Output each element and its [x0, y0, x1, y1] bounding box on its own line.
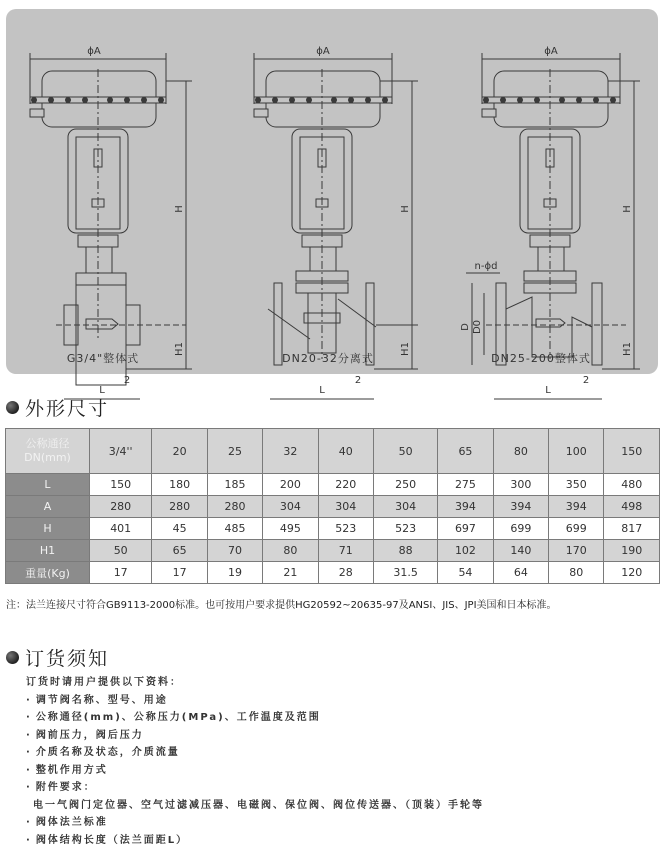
list-item: · 阀体法兰标准: [26, 817, 108, 828]
bullet-icon: ·: [26, 782, 32, 793]
diagram-panel: [6, 9, 658, 396]
valve-drawings: [6, 9, 658, 396]
header-cell: 40: [318, 429, 373, 474]
ordering-list: [26, 674, 484, 849]
table-row: H1 50 65 70 80 71 88 102 140 170 190: [6, 540, 660, 562]
row-label: L: [6, 474, 90, 496]
caption-g34-integral: G3/4"整体式: [66, 352, 140, 365]
header-cell: 50: [374, 429, 438, 474]
list-item: · 附件要求：: [26, 782, 96, 793]
row-label: H: [6, 518, 90, 540]
ordering-title: 订货须知: [25, 648, 110, 670]
list-item: · 介质名称及状态，介质流量: [26, 747, 180, 758]
header-cell: 150: [604, 429, 660, 474]
header-label-cell: 公称通径 DN(mm): [6, 429, 90, 474]
list-item: · 阀前压力，阀后压力: [26, 729, 144, 741]
dimensions-heading: [6, 394, 109, 421]
svg-text:ϕA: ϕA: [316, 46, 330, 57]
standards-note: 注：法兰连接尺寸符合GB9113-2000标准。也可按用户要求提供HG20592~20635-97及ANSI、JIS、JPI美国和日本标准。: [6, 600, 557, 611]
dimensions-title: 外形尺寸: [25, 398, 110, 420]
svg-text:D0: D0: [472, 319, 483, 335]
list-item: · 阀体结构长度（法兰面距L）: [26, 834, 189, 846]
svg-text:L: L: [99, 385, 105, 396]
svg-text:H: H: [622, 205, 633, 213]
bullet-icon: ·: [26, 694, 32, 706]
header-cell: 65: [438, 429, 493, 474]
list-item: · 整机作用方式: [26, 764, 108, 776]
header-cell: 80: [493, 429, 548, 474]
row-label: A: [6, 496, 90, 518]
dimensions-table: [5, 428, 660, 584]
bullet-icon: ·: [26, 764, 32, 776]
svg-text:H: H: [174, 205, 185, 213]
bullet-icon: ·: [26, 729, 32, 741]
bullet-icon: ·: [26, 712, 32, 723]
bullet-dot-icon: [6, 401, 19, 414]
bullet-dot-icon: [6, 651, 19, 664]
svg-text:L: L: [545, 385, 551, 396]
svg-text:2: 2: [582, 375, 590, 386]
row-label: 重量(Kg): [6, 562, 90, 584]
ordering-heading: [6, 644, 109, 671]
drawing-g34-integral: [30, 46, 192, 399]
list-item: · 公称通径(mm)、公称压力(MPa)、工作温度及范围: [26, 712, 321, 723]
drawing-dn25-200-integral: [460, 46, 640, 399]
caption-dn20-32-split: DN20-32分离式: [282, 352, 374, 365]
svg-text:H: H: [400, 205, 411, 213]
header-cell: 32: [263, 429, 318, 474]
table-row: 重量(Kg) 17 17 19 21 28 31.5 54 64 80 120: [6, 562, 660, 584]
table-row: A 280 280 280 304 304 304 394 394 394 498: [6, 496, 660, 518]
svg-text:2: 2: [123, 375, 131, 386]
table-row: L 150 180 185 200 220 250 275 300 350 480: [6, 474, 660, 496]
table-row: H 401 45 485 495 523 523 697 699 699 817: [6, 518, 660, 540]
ordering-intro: 订货时请用户提供以下资料：: [26, 677, 182, 688]
svg-text:H1: H1: [174, 342, 185, 356]
svg-text:n-ϕd: n-ϕd: [474, 261, 498, 272]
table-header-row: [6, 429, 660, 474]
header-cell: 100: [549, 429, 604, 474]
list-item: · 调节阀名称、型号、用途: [26, 694, 168, 706]
caption-dn25-200-integral: DN25-200整体式: [491, 352, 591, 365]
row-label: H1: [6, 540, 90, 562]
list-item-detail: 电一气阀门定位器、空气过滤减压器、电磁阀、保位阀、阀位传送器、（顶装）手轮等: [33, 799, 484, 811]
drawing-dn20-32-split: [254, 46, 418, 399]
svg-text:H1: H1: [400, 342, 411, 356]
svg-text:2: 2: [354, 375, 362, 386]
svg-text:L: L: [319, 385, 325, 396]
svg-text:D: D: [460, 323, 471, 331]
bullet-icon: ·: [26, 834, 32, 846]
svg-text:ϕA: ϕA: [87, 46, 101, 57]
svg-text:H1: H1: [622, 342, 633, 356]
header-cell: 20: [152, 429, 207, 474]
svg-text:ϕA: ϕA: [544, 46, 558, 57]
header-cell: 25: [207, 429, 262, 474]
bullet-icon: ·: [26, 747, 32, 758]
bullet-icon: ·: [26, 817, 32, 828]
header-cell: 3/4'': [90, 429, 152, 474]
